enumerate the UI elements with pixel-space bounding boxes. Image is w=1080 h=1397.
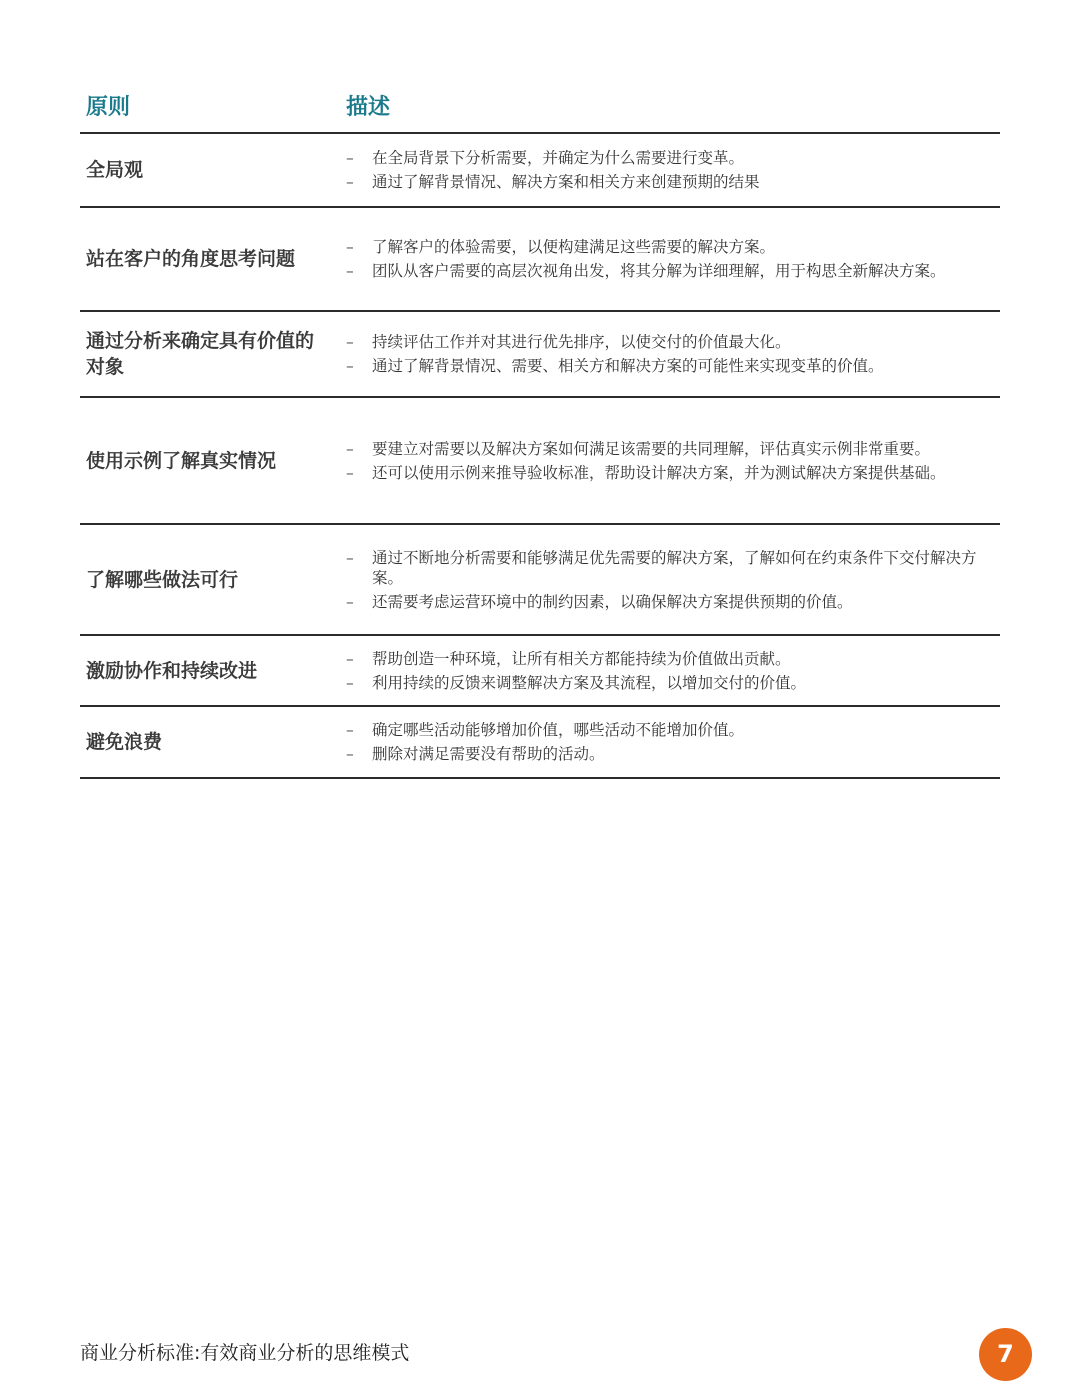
page-number-badge: 7 bbox=[979, 1328, 1032, 1381]
bullet-text: 还需要考虑运营环境中的制约因素，以确保解决方案提供预期的价值。 bbox=[372, 592, 853, 611]
row-title: 使用示例了解真实情况 bbox=[86, 449, 277, 472]
bullet-text: 团队从客户需要的高层次视角出发，将其分解为详细理解，用于构思全新解决方案。 bbox=[372, 262, 946, 280]
header-principle: 原则 bbox=[86, 95, 131, 120]
dash-icon: – bbox=[346, 357, 354, 375]
row-title: 通过分析来确定具有价值的对象 bbox=[86, 330, 315, 378]
list-item bbox=[346, 148, 986, 168]
list-item bbox=[346, 172, 986, 192]
bullet-text: 帮助创造一种环境，让所有相关方都能持续为价值做出贡献。 bbox=[372, 649, 791, 668]
row-title: 全局观 bbox=[86, 159, 144, 181]
row-title: 站在客户的角度思考问题 bbox=[86, 248, 296, 270]
table-row bbox=[80, 398, 1000, 525]
list-item bbox=[346, 439, 986, 459]
table-row bbox=[80, 707, 1000, 779]
dash-icon: – bbox=[346, 262, 354, 280]
dash-icon: – bbox=[346, 173, 354, 191]
list-item bbox=[346, 463, 986, 483]
table-row bbox=[80, 208, 1000, 312]
row-title: 激励协作和持续改进 bbox=[86, 659, 258, 682]
row-description bbox=[340, 233, 1000, 285]
footer-title: 商业分析标准:有效商业分析的思维模式 bbox=[80, 1342, 410, 1364]
bullet-text: 利用持续的反馈来调整解决方案及其流程，以增加交付的价值。 bbox=[372, 673, 807, 692]
row-description bbox=[340, 645, 1000, 697]
dash-icon: – bbox=[346, 649, 354, 668]
dash-icon: – bbox=[346, 548, 354, 567]
list-item bbox=[346, 720, 986, 740]
dash-icon: – bbox=[346, 333, 354, 351]
table-row bbox=[80, 636, 1000, 707]
dash-icon: – bbox=[346, 745, 354, 763]
dash-icon: – bbox=[346, 721, 354, 739]
dash-icon: – bbox=[346, 592, 354, 611]
row-description bbox=[340, 144, 1000, 196]
row-description bbox=[340, 544, 1000, 616]
dash-icon: – bbox=[346, 149, 354, 167]
list-item bbox=[346, 592, 986, 612]
bullet-text: 了解客户的体验需要，以便构建满足这些需要的解决方案。 bbox=[372, 238, 776, 256]
bullet-text: 删除对满足需要没有帮助的活动。 bbox=[372, 745, 605, 763]
list-item bbox=[346, 356, 986, 376]
row-description bbox=[340, 716, 1000, 768]
bullet-text: 持续评估工作并对其进行优先排序，以使交付的价值最大化。 bbox=[372, 333, 791, 351]
bullet-text: 确定哪些活动能够增加价值，哪些活动不能增加价值。 bbox=[372, 721, 745, 739]
list-item bbox=[346, 261, 986, 281]
bullet-text: 通过不断地分析需要和能够满足优先需要的解决方案，了解如何在约束条件下交付解决方案。 bbox=[372, 548, 977, 587]
list-item bbox=[346, 673, 986, 693]
principles-table bbox=[80, 90, 1000, 779]
list-item bbox=[346, 548, 986, 588]
table-header bbox=[80, 90, 1000, 134]
bullet-text: 通过了解背景情况、解决方案和相关方来创建预期的结果 bbox=[372, 173, 760, 191]
row-description bbox=[340, 435, 1000, 487]
bullet-text: 还可以使用示例来推导验收标准，帮助设计解决方案，并为测试解决方案提供基础。 bbox=[372, 463, 946, 482]
table-row bbox=[80, 134, 1000, 208]
bullet-text: 通过了解背景情况、需要、相关方和解决方案的可能性来实现变革的价值。 bbox=[372, 357, 884, 375]
row-title: 了解哪些做法可行 bbox=[86, 568, 239, 591]
dash-icon: – bbox=[346, 673, 354, 692]
bullet-text: 在全局背景下分析需要，并确定为什么需要进行变革。 bbox=[372, 149, 745, 167]
list-item bbox=[346, 744, 986, 764]
dash-icon: – bbox=[346, 439, 354, 458]
list-item bbox=[346, 237, 986, 257]
bullet-text: 要建立对需要以及解决方案如何满足该需要的共同理解，评估真实示例非常重要。 bbox=[372, 439, 931, 458]
header-description: 描述 bbox=[346, 95, 391, 120]
dash-icon: – bbox=[346, 238, 354, 256]
table-row bbox=[80, 525, 1000, 636]
row-description bbox=[340, 328, 1000, 380]
dash-icon: – bbox=[346, 463, 354, 482]
table-row bbox=[80, 312, 1000, 398]
list-item bbox=[346, 332, 986, 352]
list-item bbox=[346, 649, 986, 669]
row-title: 避免浪费 bbox=[86, 731, 163, 753]
